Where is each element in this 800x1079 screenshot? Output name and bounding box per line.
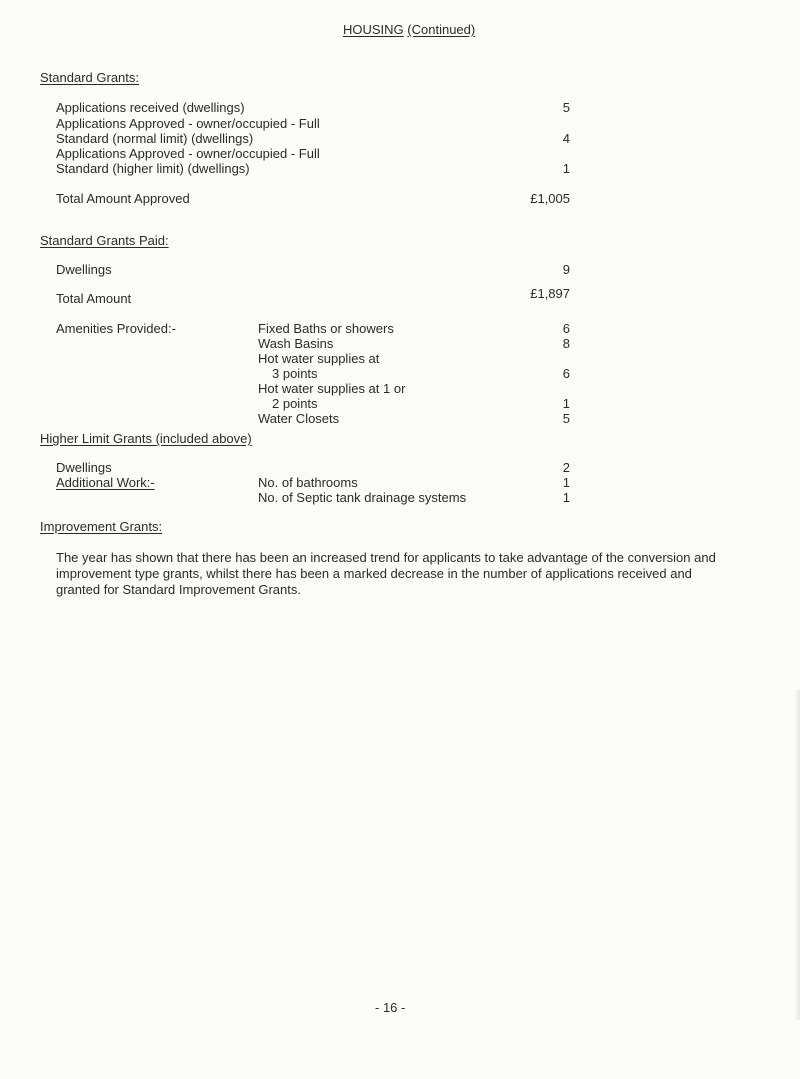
bathrooms-value: 1 [562, 475, 570, 490]
amenity-wash-basins-value: 8 [562, 336, 570, 351]
standard-grants-heading: Standard Grants: [40, 70, 139, 85]
additional-work-label: Additional Work:- [56, 475, 155, 490]
total-approved-value: £1,005 [530, 191, 570, 206]
grants-paid-dwellings-label: Dwellings [56, 262, 112, 277]
higher-limit-heading: Higher Limit Grants (included above) [40, 431, 252, 446]
higher-limit-dwellings-value: 2 [562, 460, 570, 475]
approved-higher-label-line2: Standard (higher limit) (dwellings) [56, 161, 250, 176]
page-number: - 16 - [375, 1000, 406, 1015]
amenity-hot-water-3-value: 6 [562, 366, 570, 381]
amenity-hot-water-3-label-line2: 3 points [272, 366, 318, 381]
approved-higher-label-line1: Applications Approved - owner/occupied - Full [56, 146, 320, 161]
amenity-hot-water-1-2-label-line2: 2 points [272, 396, 318, 411]
grants-paid-total-value: £1,897 [530, 286, 570, 301]
grants-paid-heading: Standard Grants Paid: [40, 233, 169, 248]
applications-received-value: 5 [562, 100, 570, 115]
total-approved-label: Total Amount Approved [56, 191, 190, 206]
grants-paid-dwellings-value: 9 [562, 262, 570, 277]
page-header [343, 22, 475, 38]
approved-normal-label-line1: Applications Approved - owner/occupied - Full [56, 116, 320, 131]
amenity-hot-water-3-label-line1: Hot water supplies at [258, 351, 380, 366]
amenity-water-closets-label: Water Closets [258, 411, 340, 426]
amenity-hot-water-1-2-label-line1: Hot water supplies at 1 or [258, 381, 406, 396]
applications-received-label: Applications received (dwellings) [56, 100, 245, 115]
amenity-fixed-baths-label: Fixed Baths or showers [258, 321, 394, 336]
improvement-paragraph: The year has shown that there has been an increased trend for applicants to take advantage of the conversion and improvement type grants, whilst there has been a marked decrease in the number of applications received and granted for Standard Improvement Grants. [56, 550, 716, 597]
septic-tank-value: 1 [562, 490, 570, 505]
amenity-wash-basins-label: Wash Basins [258, 336, 334, 351]
page-edge-shadow [794, 690, 800, 1020]
header-title: HOUSING [343, 22, 404, 37]
amenities-provided-label: Amenities Provided:- [56, 321, 176, 336]
header-continued: (Continued) [407, 22, 476, 37]
approved-higher-value: 1 [562, 161, 570, 176]
grants-paid-total-label: Total Amount [56, 291, 132, 306]
approved-normal-value: 4 [562, 131, 570, 146]
higher-limit-dwellings-label: Dwellings [56, 460, 112, 475]
approved-normal-label-line2: Standard (normal limit) (dwellings) [56, 131, 254, 146]
improvement-grants-heading: Improvement Grants: [40, 519, 163, 534]
amenity-hot-water-1-2-value: 1 [562, 396, 570, 411]
bathrooms-label: No. of bathrooms [258, 475, 358, 490]
amenity-fixed-baths-value: 6 [562, 321, 570, 336]
amenity-water-closets-value: 5 [562, 411, 570, 426]
septic-tank-label: No. of Septic tank drainage systems [258, 490, 467, 505]
